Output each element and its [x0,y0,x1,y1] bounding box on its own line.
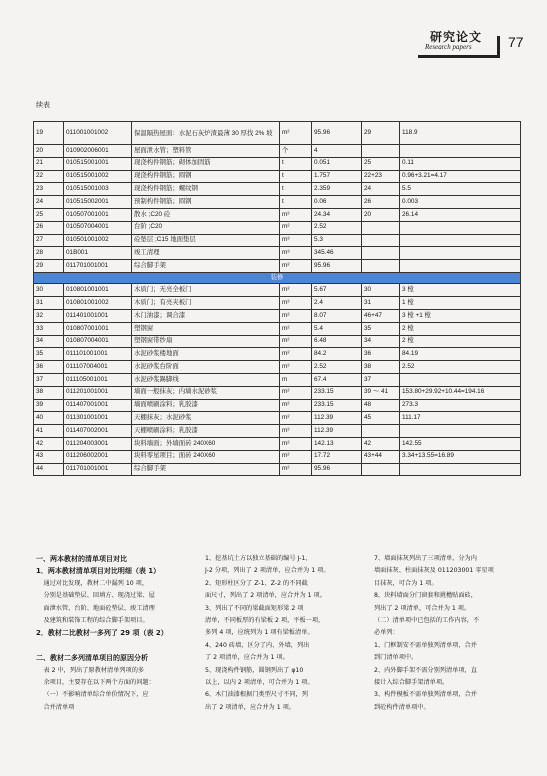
text-line: 目抹灰，可合为 1 项。 [374,579,438,587]
table-cell: 142.55 [400,438,521,451]
table-cell: 42 [34,438,64,451]
page-number: 77 [508,34,524,50]
table-cell: 塑钢窗 [132,322,280,335]
table-cell: 屋面泄水管；塑料管 [132,145,280,158]
table-cell [362,260,400,273]
table-row [34,234,521,247]
table-cell: m² [280,361,312,374]
table-cell: 水泥砂浆楼地面 [132,348,280,361]
text-line: 8、块料墙面分门窗套和挑檐贴面砖， [374,592,477,600]
table-cell: 36 [362,348,400,361]
table-cell: 0.06 [312,196,362,209]
table-cell [400,247,521,260]
table-cell: m² [280,425,312,438]
table-cell: 现浇构件钢筋；砌体加固筋 [132,157,280,170]
table-cell: 0.11 [400,157,521,170]
text-line: 3、构件模板不需单独列清单项，合并 [374,691,477,699]
table-row [34,386,521,399]
text-line: 出了 2 项清单，应合并为 1 项。 [205,703,295,711]
header-rule-vertical [497,36,500,58]
table-cell: 25 [34,208,64,221]
table-cell: 31 [362,297,400,310]
table-cell: 塑钢窗带纱扇 [132,335,280,348]
table-cell: m² [280,260,312,273]
table-row [34,260,521,273]
table-cell: 台阶 ;C20 [132,221,280,234]
text-line: 墙面抹灰、柱面抹灰及 011203001 零星项 [374,567,494,575]
table-cell: 2.359 [312,183,362,196]
table-cell: 112.39 [312,412,362,425]
table-cell: 84.19 [400,348,521,361]
table-cell: 34 [362,335,400,348]
table-row [34,297,521,310]
table-cell: 010807001001 [64,322,132,335]
table-cell: t [280,157,312,170]
table-cell: 0.051 [312,157,362,170]
table-cell: 35 [362,322,400,335]
table-cell: m² [280,322,312,335]
section-row [34,272,521,284]
table-cell: m² [280,348,312,361]
table-cell: 预制构件钢筋；圆钢 [132,196,280,209]
table-continued-label: 续表 [36,101,50,109]
text-line: 2、矩形柱区分了 Z-1、Z-2 的不同截 [205,579,308,587]
table-cell: 6.48 [312,335,362,348]
table-cell [400,425,521,438]
table-cell: 011407002001 [64,425,132,438]
table-row [34,196,521,209]
table-cell: 墙面喷刷涂料；乳胶漆 [132,399,280,412]
table-row [34,425,521,438]
text-line: 通过对比发现，教材二中漏列 10 项， [43,579,149,587]
text-line: 4、240 砖墙，区分了内、外墙，列出 [205,641,310,649]
table-cell: 20 [362,208,400,221]
table-cell: 011101001001 [64,348,132,361]
table-cell: 010515001001 [64,157,132,170]
table-cell: 010801001001 [64,284,132,297]
table-cell: 233.15 [312,386,362,399]
table-cell: m² [280,297,312,310]
text-line [36,640,186,652]
table-cell: 木质门；无亮全板门 [132,284,280,297]
table-cell: 2.52 [400,361,521,374]
table-cell: 43 [34,450,64,463]
table-cell: 011206002001 [64,450,132,463]
table-row [34,399,521,412]
table-cell [400,221,521,234]
text-line: 一、两本教材的清单项目对比 [36,555,127,563]
table-row [34,170,521,183]
table-cell: 2.52 [312,361,362,374]
table-cell: m³ [280,247,312,260]
text-line: 表 2 中，列出了原教材清单列项的多 [43,666,145,674]
table-cell: 67.4 [312,374,362,387]
table-row [34,438,521,451]
table-cell: 142.13 [312,438,362,451]
text-line: 面泄水管、台阶、地面砼垫层、竣工清理 [43,604,155,612]
table-cell: 2 樘 [400,335,521,348]
table-cell: 29 [34,260,64,273]
table-cell: m² [280,399,312,412]
table-cell: 块料零星项目；面砖 240X60 [132,450,280,463]
text-line: 2．教材二比教材一多列了 29 项（表 2） [36,629,168,638]
table-cell: 41 [34,425,64,438]
table-cell: 84.2 [312,348,362,361]
table-cell: 5.4 [312,322,362,335]
table-row [34,322,521,335]
table-cell: 5.3 [312,234,362,247]
journal-section-subtitle: Research papers [425,43,472,51]
table-cell: 010807004001 [64,335,132,348]
text-line: （二）清单项中已包括的工作内容，不 [374,617,480,625]
table-cell [362,221,400,234]
table-row [34,208,521,221]
table-cell: 43+44 [362,450,400,463]
table-cell: 37 [34,374,64,387]
table-cell: t [280,170,312,183]
table-cell: t [280,183,312,196]
table-cell: 27 [34,234,64,247]
table-cell: 26 [362,196,400,209]
table-cell: 17.72 [312,450,362,463]
table-cell: 011701001001 [64,463,132,476]
table-row [34,145,521,158]
text-line: 分别是基础垫层、回填方、现浇过梁、屋 [43,592,155,600]
table-cell: 273.3 [400,399,521,412]
table-cell: 3 樘 +1 樘 [400,310,521,323]
text-line: 及建筑和装饰工程的综合脚手架项目。 [43,617,149,625]
table-cell: m² [280,412,312,425]
table-cell: 2.52 [312,221,362,234]
table-cell: m² [280,386,312,399]
table-row [34,335,521,348]
table-cell: 011204003001 [64,438,132,451]
table-cell: 5.67 [312,284,362,297]
table-cell: 散水 ;C20 砼 [132,208,280,221]
table-cell [362,463,400,476]
table-cell: 46+47 [362,310,400,323]
table-cell: 011107004001 [64,361,132,374]
table-cell [362,425,400,438]
table-row [34,348,521,361]
table-row [34,122,521,145]
table-cell: 38 [34,386,64,399]
table-cell: 综合脚手架 [132,463,280,476]
table-cell: m² [280,208,312,221]
table-cell: 011201001001 [64,386,132,399]
table-cell: 水泥砂浆台阶面 [132,361,280,374]
table-cell: 39 ～ 41 [362,386,400,399]
table-cell: 保温隔热屋面：水泥石灰炉渣最薄 30 厚找 2% 坡 [132,122,280,145]
table-cell [400,145,521,158]
table-cell [400,463,521,476]
table-cell: 345.46 [312,247,362,260]
table-cell: m² [280,335,312,348]
text-line: 二、教材二多列清单项目的原因分析 [36,654,148,663]
column-2 [205,553,355,714]
table-cell [362,247,400,260]
table-cell: 现浇构件钢筋；螺纹钢 [132,183,280,196]
table-cell: 32 [34,310,64,323]
table-cell: 22+23 [362,170,400,183]
text-line: 5、现浇构件钢筋，圆钢列出了 φ10 [205,666,304,674]
table-cell: 30 [362,284,400,297]
table-cell: 0.003 [400,196,521,209]
table-cell: 01B001 [64,247,132,260]
table-cell: 95.96 [312,463,362,476]
table-cell: 个 [280,145,312,158]
table-cell: 34 [34,335,64,348]
table-cell: 118.9 [400,122,521,145]
table-cell: 011407001001 [64,399,132,412]
table-cell: 4 [312,145,362,158]
table-cell [400,374,521,387]
table-cell: 111.17 [400,412,521,425]
table-cell: 26.14 [400,208,521,221]
table-row [34,284,521,297]
table-cell: 1 樘 [400,297,521,310]
table-cell: 010801001002 [64,297,132,310]
table-cell: 48 [362,399,400,412]
table-cell: 010515001003 [64,183,132,196]
text-line: 合并清单项 [43,703,75,711]
text-line: 接计入综合脚手架清单项。 [374,679,449,687]
text-line: （一）不影响清单综合单价情况下，应 [43,691,149,699]
table-cell: 33 [34,322,64,335]
table-cell: 24.34 [312,208,362,221]
table-cell: 现浇构件钢筋；圆钢 [132,170,280,183]
table-cell: 010507004001 [64,221,132,234]
table-cell: 153.80+29.92+10.44=194.16 [400,386,521,399]
table-cell: 010902006001 [64,145,132,158]
text-line: 2、内外脚手架不需分别列清单项，直 [374,666,477,674]
table-cell: 233.15 [312,399,362,412]
table-cell: 011105001001 [64,374,132,387]
table-cell: m² [280,221,312,234]
table-cell: m² [280,463,312,476]
table-cell: 011701001001 [64,260,132,273]
table-cell: 011301001001 [64,412,132,425]
table-cell [362,234,400,247]
table-cell: 木质门；有亮夹板门 [132,297,280,310]
table-row [34,450,521,463]
table-cell: m² [280,438,312,451]
table-row [34,183,521,196]
table-cell: 42 [362,438,400,451]
table-cell [400,234,521,247]
table-cell: m³ [280,234,312,247]
text-line: 7、墙面抹灰列出了三项清单，分为内 [374,555,477,562]
text-line: 余项目，主要存在以下两个方面的问题： [43,679,155,687]
table-cell: 19 [34,122,64,145]
text-line: 1、挖基坑土方以独立基础的编号 J-1、 [205,555,312,562]
section-label: 装修 [34,272,521,284]
text-line: 面尺寸，列出了 2 项清单，应合并为 1 项。 [205,592,326,600]
table-cell: 天棚抹灰；水泥砂浆 [132,412,280,425]
table-cell: 竣工清理 [132,247,280,260]
text-line: 3、列出了不同的梁截面矩形梁 2 项 [205,604,304,612]
table-cell: 112.39 [312,425,362,438]
table-cell: 墙面一般抹灰；内墙水泥砂浆 [132,386,280,399]
table-cell: 水泥砂浆踢脚线 [132,374,280,387]
table-cell: 块料墙面；外墙面砖 240X60 [132,438,280,451]
table-cell: 010515001002 [64,170,132,183]
table-cell: t [280,196,312,209]
table-cell: 26 [34,221,64,234]
table-row [34,463,521,476]
table-cell: 3 樘 [400,284,521,297]
table-cell: 011001001002 [64,122,132,145]
table-cell: 95.96 [312,260,362,273]
text-line: 必单列： [374,629,399,637]
table-cell: 25 [362,157,400,170]
text-line: 到门清单项中。 [374,654,418,662]
column-3 [374,553,524,714]
table-cell: 木门油漆；调合漆 [132,310,280,323]
journal-section-title: 研究论文 [430,30,483,44]
table-cell: 23 [34,183,64,196]
table-cell: 010515002001 [64,196,132,209]
table-row [34,157,521,170]
table-cell: m² [280,310,312,323]
table-cell: 95.96 [312,122,362,145]
table-row [34,221,521,234]
bill-of-quantities-table [33,121,521,476]
text-line: 到砼构件清单项中。 [374,703,430,711]
table-cell: m² [280,284,312,297]
table-row [34,361,521,374]
text-line: 以上，以内 2 项清单，可合并为 1 项。 [205,679,314,687]
table-cell: 21 [34,157,64,170]
table-row [34,310,521,323]
table-cell: 8.07 [312,310,362,323]
table-cell: 39 [34,399,64,412]
table-cell: 29 [362,122,400,145]
text-line: 1．两本教材清单项目对比明细（表 1） [36,567,161,576]
table-cell: 010501001002 [64,234,132,247]
table-cell: m [280,374,312,387]
table-cell: 37 [362,374,400,387]
text-line: 6、木门油漆根据门类型尺寸不同，列 [205,691,308,699]
table-cell [400,260,521,273]
table-cell: m² [280,450,312,463]
text-line: 了 2 项清单，应合并为 1 项。 [205,654,289,662]
table-row [34,412,521,425]
table-cell: 45 [362,412,400,425]
table-cell: 24 [34,196,64,209]
table-cell: 40 [34,412,64,425]
text-line: 清单，不同板厚的有梁板 2 项，平板一项， [205,617,325,625]
text-line: 1、门框制安不需单独列清单项，合并 [374,641,477,649]
table-cell: 38 [362,361,400,374]
table-cell: 20 [34,145,64,158]
table-cell: 砼垫层 ;C15 地面垫层 [132,234,280,247]
header-rule-horizontal [418,55,500,58]
text-line: 多列 4 项，应统列为 1 项有梁板清单。 [205,629,314,637]
table-cell: m² [280,122,312,145]
table-cell: 011401001001 [64,310,132,323]
table-cell: 28 [34,247,64,260]
table-cell: 22 [34,170,64,183]
table-cell: 35 [34,348,64,361]
column-1 [36,553,186,714]
table-row [34,374,521,387]
table-cell: 3.34+13.55=16.89 [400,450,521,463]
table-cell: 30 [34,284,64,297]
text-line: J-2 分项，列出了 2 项清单，应合并为 1 项。 [205,567,330,575]
table-cell: 010507001001 [64,208,132,221]
table-cell: 24 [362,183,400,196]
table-cell: 44 [34,463,64,476]
table-cell: 综合脚手架 [132,260,280,273]
table-cell: 1.757 [312,170,362,183]
table-cell: 31 [34,297,64,310]
table-cell: 2.4 [312,297,362,310]
table-cell: 2 樘 [400,322,521,335]
table-cell: 0.96+3.21=4.17 [400,170,521,183]
text-line: 列出了 2 项清单，可合并为 1 项。 [374,604,471,612]
table-row [34,247,521,260]
table-cell: 5.5 [400,183,521,196]
table-cell: 36 [34,361,64,374]
table-cell [362,145,400,158]
table-cell: 天棚喷刷涂料；乳胶漆 [132,425,280,438]
